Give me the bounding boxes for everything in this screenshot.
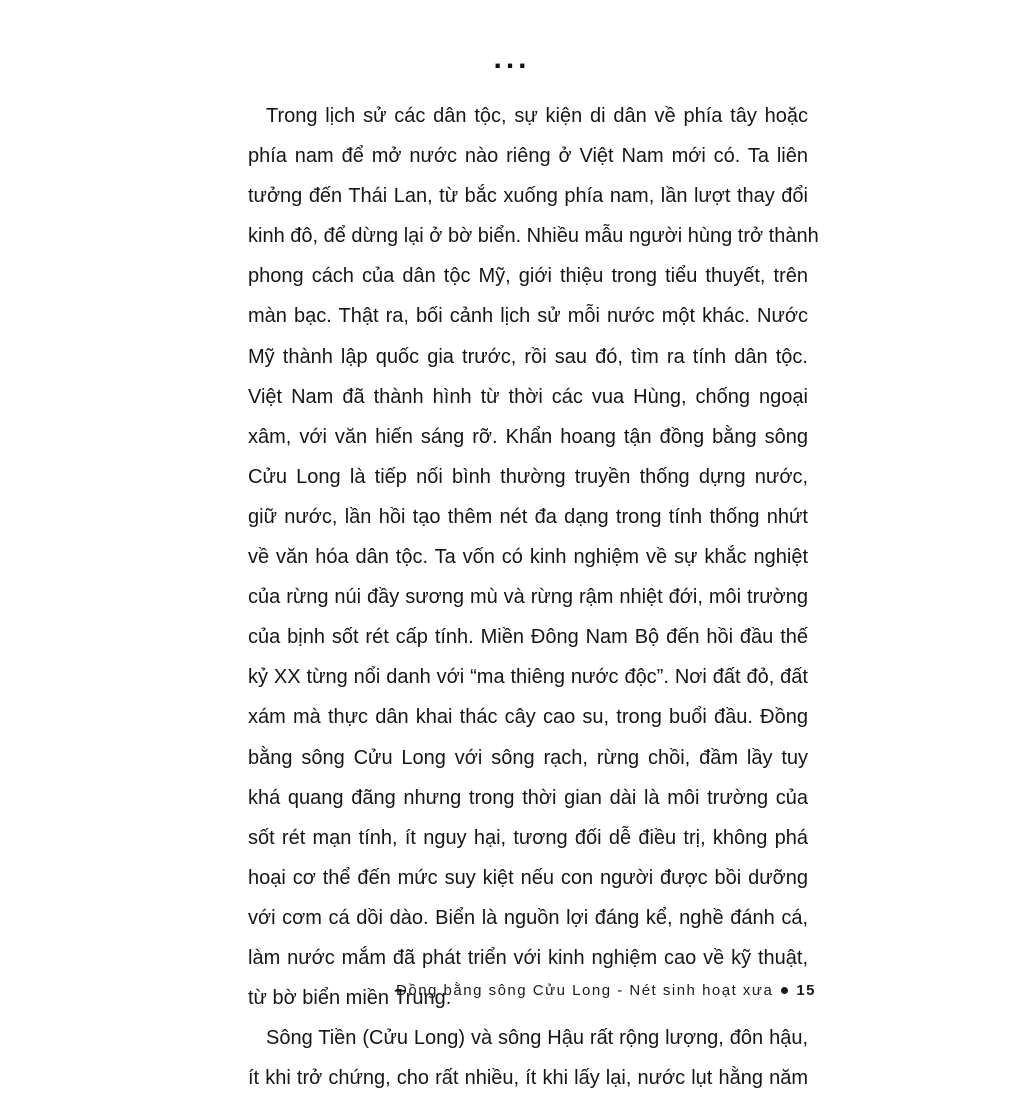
body-text	[248, 96, 819, 1098]
text-line: khá quang đãng nhưng trong thời gian dài là môi trường của	[248, 786, 808, 809]
text-line: của bịnh sốt rét cấp tính. Miền Đông Nam Bộ đến hồi đầu thế	[248, 626, 808, 649]
text-line: kinh đô, để dừng lại ở bờ biển. Nhiều mẫu người hùng trở thành	[248, 225, 819, 248]
text-line: với cơm cá dồi dào. Biển là nguồn lợi đáng kể, nghề đánh cá,	[248, 906, 808, 929]
paragraph-2	[248, 1018, 808, 1098]
bullet-dot-icon	[781, 987, 788, 994]
footer-book-title: Đồng bằng sông Cửu Long - Nét sinh hoạt xưa	[396, 982, 774, 999]
text-line: xâm, với văn hiến sáng rỡ. Khẩn hoang tận đồng bằng sông	[248, 425, 808, 448]
text-line: bằng sông Cửu Long với sông rạch, rừng chồi, đầm lầy tuy	[248, 746, 808, 769]
text-line: từ bờ biển miền Trung.	[248, 987, 452, 1010]
page-number: 15	[796, 982, 816, 999]
text-line: ít khi trở chứng, cho rất nhiều, ít khi lấy lại, nước lụt hằng năm	[248, 1067, 808, 1090]
text-line: phong cách của dân tộc Mỹ, giới thiệu trong tiểu thuyết, trên	[248, 265, 808, 288]
text-line: phía nam để mở nước nào riêng ở Việt Nam mới có. Ta liên	[248, 145, 808, 168]
running-footer	[396, 982, 816, 999]
paragraph-1	[248, 96, 819, 1018]
text-line: xám mà thực dân khai thác cây cao su, trong buổi đầu. Đồng	[248, 706, 808, 729]
section-separator: ...	[493, 42, 531, 75]
text-line: Việt Nam đã thành hình từ thời các vua Hùng, chống ngoại	[248, 385, 808, 408]
text-line: sốt rét mạn tính, ít nguy hại, tương đối dễ điều trị, không phá	[248, 826, 808, 849]
text-line: Sông Tiền (Cửu Long) và sông Hậu rất rộng lượng, đôn hậu,	[266, 1027, 808, 1050]
text-line: kỷ XX từng nổi danh với “ma thiêng nước độc”. Nơi đất đỏ, đất	[248, 666, 808, 689]
text-line: Cửu Long là tiếp nối bình thường truyền thống dựng nước,	[248, 465, 808, 488]
text-line: Trong lịch sử các dân tộc, sự kiện di dân về phía tây hoặc	[266, 105, 808, 127]
text-line: của rừng núi đầy sương mù và rừng rậm nhiệt đới, môi trường	[248, 586, 808, 609]
text-line: về văn hóa dân tộc. Ta vốn có kinh nghiệm về sự khắc nghiệt	[248, 546, 808, 569]
text-line: giữ nước, lần hồi tạo thêm nét đa dạng trong tính thống nhứt	[248, 505, 808, 528]
text-line: hoại cơ thể đến mức suy kiệt nếu con người được bồi dưỡng	[248, 866, 808, 889]
text-line: làm nước mắm đã phát triển với kinh nghiệm cao về kỹ thuật,	[248, 946, 808, 969]
text-line: màn bạc. Thật ra, bối cảnh lịch sử mỗi nước một khác. Nước	[248, 305, 808, 328]
text-line: Mỹ thành lập quốc gia trước, rồi sau đó, tìm ra tính dân tộc.	[248, 345, 808, 368]
text-line: tưởng đến Thái Lan, từ bắc xuống phía nam, lần lượt thay đổi	[248, 185, 808, 208]
